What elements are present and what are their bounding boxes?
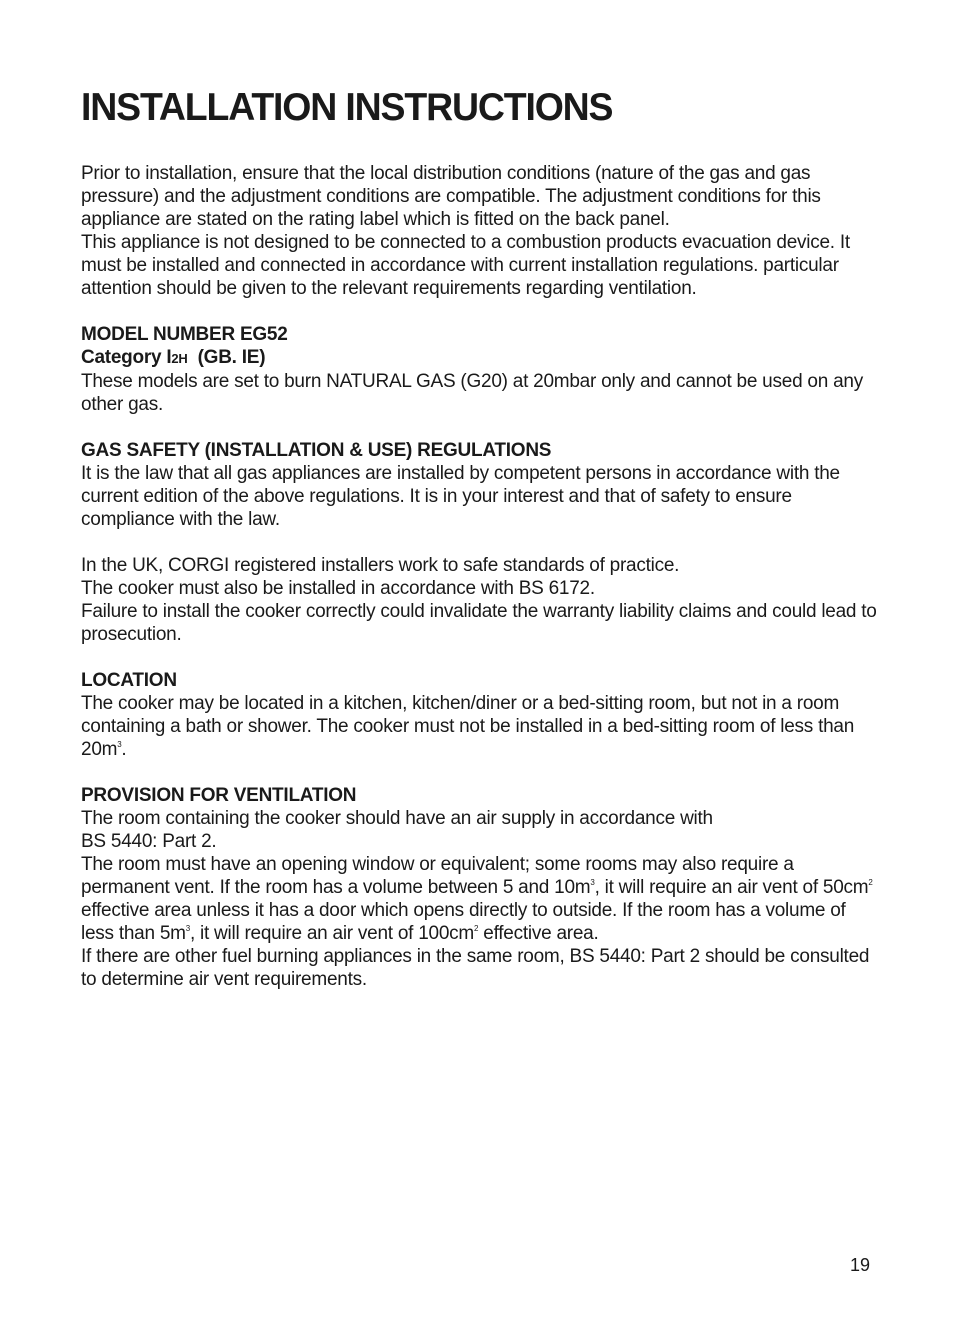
ventilation-superscript-2: 2 [868, 878, 873, 887]
ventilation-text-b: , it will require an air vent of 50cm [594, 877, 869, 898]
intro-paragraph-2: This appliance is not designed to be connected to a combustion products evacuation device. It must be installed and connected in accordance with current installation regulations. particular attention should be given to the relevant requirements regarding ventilation. [81, 232, 850, 299]
document-page [81, 84, 881, 1014]
page-number: 19 [850, 1255, 871, 1275]
corgi-paragraph-3: Failure to install the cooker correctly could invalidate the warranty liability claims and could lead to prosecution. [81, 601, 877, 645]
ventilation-paragraph-1-line-1: The room containing the cooker should have an air supply in accordance with [81, 808, 713, 829]
model-text: These models are set to burn NATURAL GAS (G20) at 20mbar only and cannot be used on any other gas. [81, 371, 863, 415]
location-section [81, 669, 881, 761]
ventilation-superscript-3: 3 [185, 924, 190, 933]
category-line [81, 346, 881, 370]
corgi-section [81, 554, 881, 646]
corgi-paragraph-2: The cooker must also be installed in accordance with BS 6172. [81, 578, 595, 599]
gas-safety-text: It is the law that all gas appliances are installed by competent persons in accordance with the current edition of the above regulations. It is in your interest and that of safety to ensure compliance with the law. [81, 463, 840, 530]
ventilation-superscript-4: 2 [474, 924, 479, 933]
ventilation-text-a: The room must have an opening window or equivalent; some rooms may also require a permanent vent. If the room has a volume between 5 and 10m [81, 854, 794, 898]
ventilation-paragraph-3: If there are other fuel burning appliances in the same room, BS 5440: Part 2 should be consulted to determine air vent requirements. [81, 946, 870, 990]
ventilation-paragraph-2 [81, 853, 881, 945]
ventilation-text-e: effective area. [478, 923, 599, 944]
category-prefix: Category I [81, 347, 172, 368]
ventilation-paragraph-1-line-2: BS 5440: Part 2. [81, 831, 217, 852]
category-subscript: 2H [171, 351, 188, 366]
location-heading: LOCATION [81, 670, 177, 691]
model-section [81, 323, 881, 416]
gas-safety-heading: GAS SAFETY (INSTALLATION & USE) REGULATIONS [81, 440, 552, 461]
ventilation-superscript-1: 3 [590, 878, 595, 887]
ventilation-text-d: , it will require an air vent of 100cm [189, 923, 475, 944]
corgi-paragraph-1: In the UK, CORGI registered installers work to safe standards of practice. [81, 555, 680, 576]
location-superscript: 3 [117, 740, 122, 749]
location-text-end: . [121, 739, 127, 760]
gas-safety-section [81, 439, 881, 531]
location-text-main: The cooker may be located in a kitchen, kitchen/diner or a bed-sitting room, but not in a room containing a bath or shower. The cooker must not be installed in a bed-sitting room of less than 20m [81, 693, 855, 760]
ventilation-text-c: effective area unless it has a door which opens directly to outside. If the room has a volume of less than 5m [81, 900, 846, 944]
model-heading: MODEL NUMBER EG52 [81, 324, 288, 345]
ventilation-heading: PROVISION FOR VENTILATION [81, 785, 357, 806]
page-title: INSTALLATION INSTRUCTIONS [81, 86, 613, 129]
location-text [81, 692, 881, 761]
intro-section [81, 162, 881, 300]
ventilation-section [81, 784, 881, 991]
category-suffix: (GB. IE) [197, 347, 266, 368]
intro-paragraph-1: Prior to installation, ensure that the local distribution conditions (nature of the gas and gas pressure) and the adjustment conditions are compatible. The adjustment conditions for this appliance are stated on the rating label which is fitted on the back panel. [81, 163, 821, 230]
